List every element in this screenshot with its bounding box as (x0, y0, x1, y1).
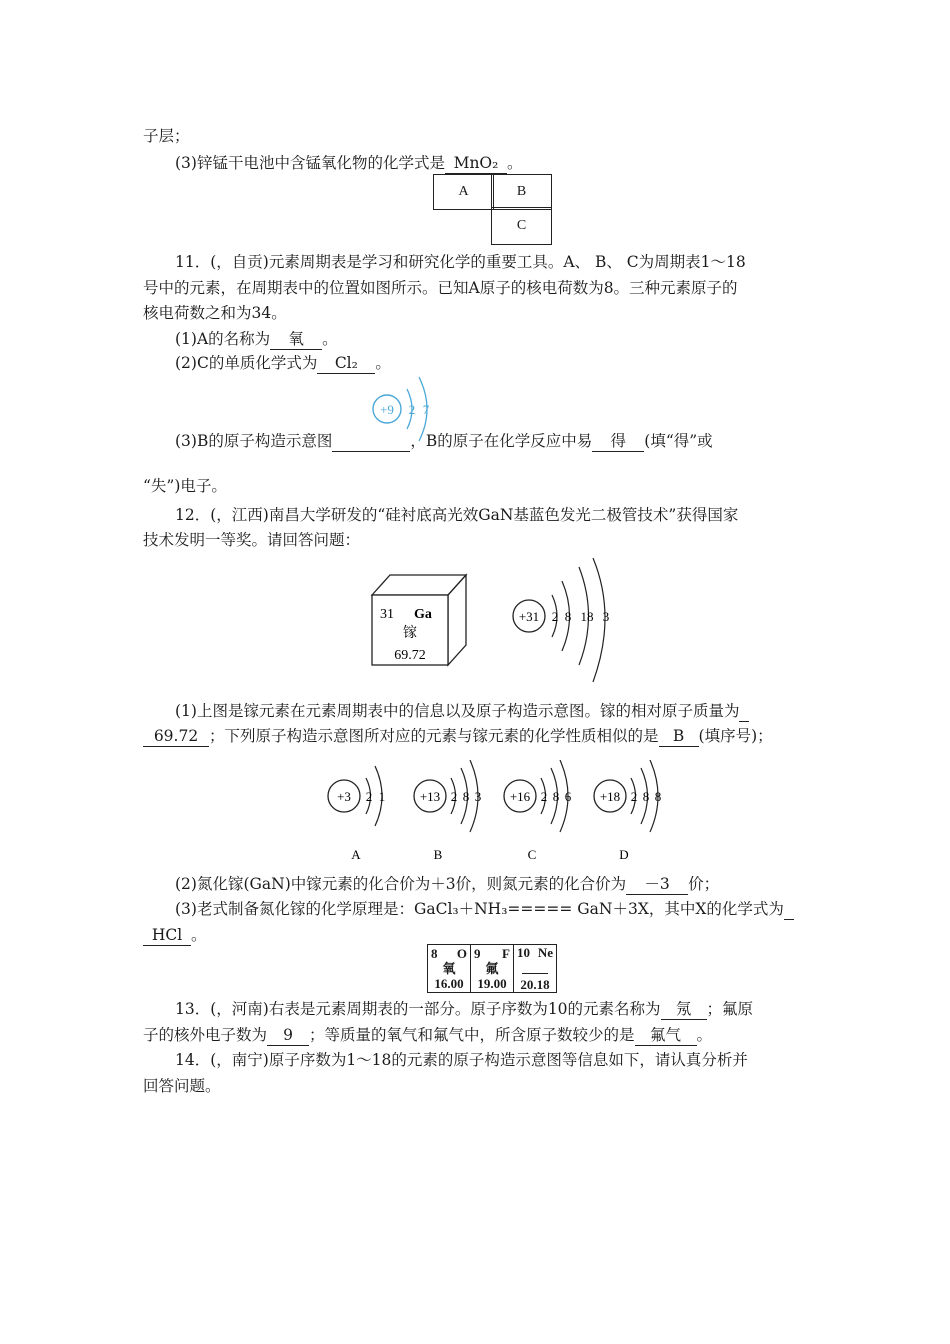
question-text: (2)C的单质化学式为 (175, 354, 318, 372)
atomic-mass: 20.18 (520, 977, 550, 992)
question-12-3 (175, 899, 794, 920)
grid-cell-a: A (433, 174, 494, 210)
question-text: 价； (688, 875, 720, 893)
element-name: 镓 (403, 626, 417, 641)
answer-blank: 氧 (270, 329, 322, 350)
question-11-stem: 11．(，自贡)元素周期表是学习和研究化学的重要工具。A、 B、 C为周期表1～18 (175, 253, 746, 271)
question-text: (填序号)； (698, 727, 773, 745)
shell-count: 2 (408, 402, 416, 417)
grid-cell-b: B (491, 174, 552, 210)
question-12-3-cont (143, 925, 207, 946)
atomic-number: 31 (380, 607, 394, 622)
question-text: (填“得”或 (644, 432, 713, 450)
question-text: 。 (696, 1026, 713, 1044)
cell-side-face (448, 575, 466, 665)
question-text: (1)A的名称为 (175, 330, 271, 348)
shell-count: 2 (540, 789, 548, 804)
nucleus-charge: +18 (599, 789, 621, 804)
answer-blank: 氟气 (635, 1025, 697, 1046)
shell-count: 8 (462, 789, 470, 804)
question-11-3 (175, 431, 713, 452)
text-line: 子层； (143, 127, 190, 145)
nucleus-charge: +31 (518, 609, 540, 624)
shell-count: 2 (630, 789, 638, 804)
question-text: (3)老式制备氮化镓的化学原理是：GaCl₃＋NH₃===== GaN＋3X，其中X的化学式为 (175, 900, 784, 918)
question-text: ；氟原 (706, 1000, 754, 1018)
answer-blank: 氖 (661, 999, 707, 1020)
question-text: 。 (375, 354, 391, 372)
question-10-3 (175, 153, 522, 174)
cell-top-face (372, 575, 466, 595)
option-c-atom (504, 760, 572, 862)
element-symbol: Ne (537, 945, 553, 960)
shell-count: 7 (422, 402, 430, 417)
question-12-1-cont (143, 726, 773, 747)
question-12-stem: 技术发明一等奖。请回答问题： (143, 531, 361, 549)
element-cell-neon (514, 945, 557, 993)
element-symbol: O (456, 946, 467, 961)
element-symbol: F (502, 946, 510, 961)
answer-blank: MnO₂ (445, 153, 507, 174)
question-text: 。 (506, 154, 523, 172)
question-text: 。 (322, 330, 338, 348)
answer-blank (784, 899, 794, 920)
answer-blank: Cl₂ (317, 353, 375, 374)
answer-blank: 69.72 (143, 726, 209, 747)
shell-count: 18 (580, 609, 594, 624)
shell-count: 8 (564, 609, 572, 624)
option-label: B (433, 847, 443, 862)
question-12-1 (175, 701, 749, 722)
answer-blank: －3 (626, 874, 688, 895)
question-13-cont (143, 1025, 712, 1046)
question-text: (2)氮化镓(GaN)中镓元素的化合价为＋3价，则氮元素的化合价为 (175, 875, 627, 893)
question-14-stem: 回答问题。 (143, 1077, 221, 1095)
answer-blank (332, 431, 410, 452)
question-text: 。 (191, 926, 207, 944)
question-text: ；等质量的氧气和氟气中，所含原子数较少的是 (309, 1026, 635, 1044)
question-text: 子的核外电子数为 (143, 1026, 268, 1044)
shell-count: 2 (551, 609, 559, 624)
question-14-stem: 14．(，南宁)原子序数为1～18的元素的原子构造示意图等信息如下，请认真分析并 (175, 1051, 748, 1069)
grid-cell-c: C (491, 207, 552, 245)
periodic-table-fragment (427, 944, 557, 993)
question-11-2 (175, 353, 391, 374)
option-label: D (619, 847, 629, 862)
answer-blank: 9 (267, 1025, 309, 1046)
question-text: (1)上图是镓元素在元素周期表中的信息以及原子构造示意图。镓的相对原子质量为 (175, 702, 740, 720)
nucleus-charge: +13 (419, 789, 441, 804)
nucleus-charge: +9 (380, 402, 394, 417)
option-b-atom (414, 760, 481, 862)
nucleus-charge: +16 (509, 789, 531, 804)
atomic-mass: 69.72 (394, 648, 426, 663)
shell-count: 8 (654, 789, 662, 804)
question-11-1 (175, 329, 338, 350)
atomic-mass: 19.00 (477, 976, 507, 991)
atomic-number: 10 (517, 945, 530, 960)
gallium-element-cell (370, 573, 470, 669)
blank-name-line (522, 960, 548, 974)
shell-count: 6 (564, 789, 572, 804)
question-text: 13．(，河南)右表是元素周期表的一部分。原子序数为10的元素名称为 (175, 1000, 661, 1018)
answer-blank: B (659, 726, 699, 747)
shell-count: 8 (552, 789, 560, 804)
shell-count: 2 (365, 789, 373, 804)
element-symbol: Ga (414, 607, 432, 622)
shell-count: 1 (378, 789, 386, 804)
question-11-stem: 号中的元素，在周期表中的位置如图所示。已知A原子的核电荷数为8。三种元素原子的 (143, 279, 738, 297)
atom-options-diagram (318, 760, 674, 866)
question-11-3-cont: “失”)电子。 (143, 477, 227, 495)
option-a-atom (328, 766, 385, 862)
question-12-stem: 12．(，江西)南昌大学研发的“硅衬底高光效GaN基蓝色发光二极管技术”获得国家 (175, 506, 739, 524)
element-name: 氟 (485, 961, 499, 976)
option-label: A (351, 847, 361, 862)
answer-blank: 得 (592, 431, 644, 452)
question-text: (3)B的原子构造示意图 (175, 432, 333, 450)
element-cell-oxygen (428, 945, 471, 993)
nucleus-charge: +3 (337, 789, 351, 804)
atomic-mass: 16.00 (434, 976, 464, 991)
shell-count: 3 (602, 609, 610, 624)
gallium-atom-diagram (505, 558, 625, 686)
shell-count: 3 (474, 789, 482, 804)
question-13 (175, 999, 753, 1020)
question-text: ；下列原子构造示意图所对应的元素与镓元素的化学性质相似的是 (209, 727, 659, 745)
element-name: 氧 (442, 961, 456, 976)
option-d-atom (594, 760, 661, 862)
question-11-stem: 核电荷数之和为34。 (143, 304, 287, 322)
answer-blank: HCl (143, 925, 191, 946)
atomic-number: 9 (474, 946, 481, 961)
element-cell-fluorine (471, 945, 514, 993)
answer-blank (739, 701, 749, 722)
atomic-number: 8 (431, 946, 438, 961)
shell-count: 8 (642, 789, 650, 804)
option-label: C (527, 847, 537, 862)
shell-count: 2 (450, 789, 458, 804)
question-12-2 (175, 874, 719, 895)
question-text: (3)锌锰干电池中含锰氧化物的化学式是 (175, 154, 445, 172)
question-text: ，B的原子在化学反应中易 (410, 432, 593, 450)
